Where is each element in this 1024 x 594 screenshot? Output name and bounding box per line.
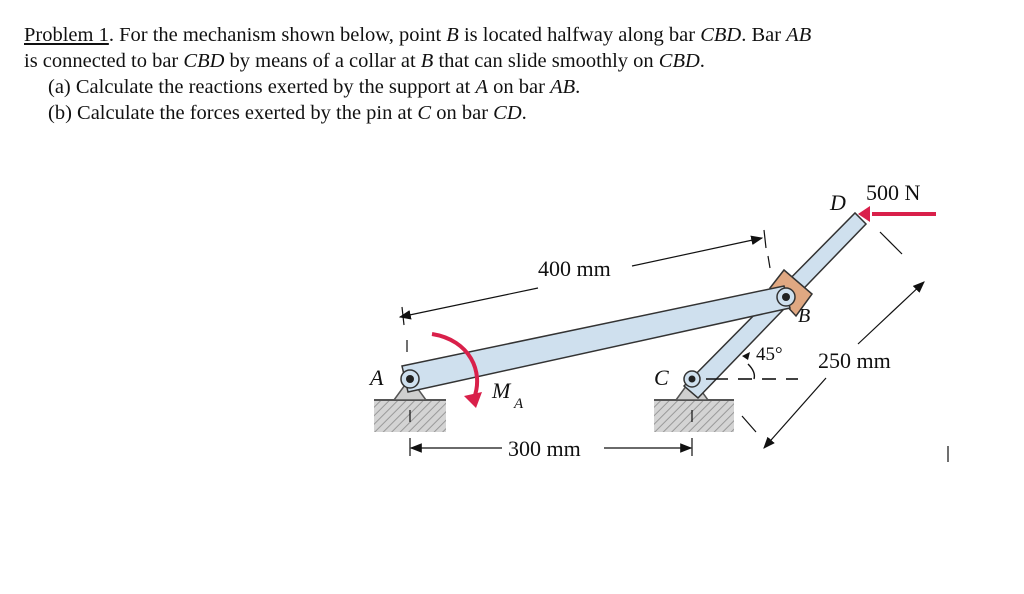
angle-label: 45° <box>756 344 783 365</box>
text-fragment: (a) Calculate the reactions exerted by the support at <box>48 76 476 98</box>
pin-c <box>684 371 700 387</box>
text-fragment: C <box>417 102 432 124</box>
text-fragment: CBD <box>658 50 700 72</box>
dim-300-label: 300 mm <box>508 436 581 461</box>
text-fragment: B <box>420 50 434 72</box>
text-fragment: (b) Calculate the forces exerted by the pin at <box>48 102 418 124</box>
text-fragment: CD <box>493 102 522 124</box>
text-fragment: . <box>575 76 581 98</box>
force-arrow-500n <box>858 206 936 222</box>
text-fragment: . <box>521 102 527 124</box>
text-fragment: on bar <box>431 102 494 124</box>
text-fragment: . For the mechanism shown below, point <box>108 24 447 46</box>
text-fragment: by means of a collar at <box>224 50 421 72</box>
label-a: A <box>370 365 384 390</box>
text-fragment: . <box>699 50 705 72</box>
label-d: D <box>830 190 846 215</box>
dim-250-label: 250 mm <box>818 348 891 373</box>
problem-title: Problem 1 <box>24 24 109 46</box>
dim-400-label: 400 mm <box>538 256 611 281</box>
text-fragment: AB <box>550 76 576 98</box>
text-fragment: is connected to bar <box>24 50 184 72</box>
text-fragment: AB <box>786 24 812 46</box>
text-fragment: B <box>446 24 459 46</box>
moment-label: M <box>492 378 511 403</box>
text-fragment: on bar <box>488 76 551 98</box>
force-label: 500 N <box>866 180 921 205</box>
text-fragment: CBD <box>700 24 742 46</box>
moment-subscript: A <box>514 396 524 412</box>
text-fragment: A <box>475 76 489 98</box>
label-c: C <box>654 365 669 390</box>
text-fragment: that can slide smoothly on <box>433 50 659 72</box>
label-b: B <box>798 305 811 327</box>
text-fragment: CBD <box>183 50 225 72</box>
text-fragment: . Bar <box>741 24 787 46</box>
text-fragment: is located halfway along bar <box>458 24 701 46</box>
